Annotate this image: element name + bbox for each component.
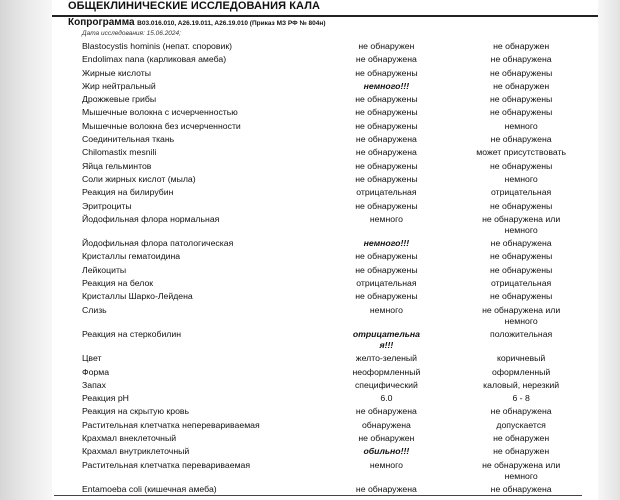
column-gap: [429, 329, 454, 340]
result-value-cont: я!!!: [379, 339, 394, 350]
column-gap: [429, 174, 454, 185]
parameter-name: Жир нейтральный: [82, 80, 156, 91]
result-value: не обнаружены: [355, 251, 418, 262]
result-value: не обнаружены: [355, 264, 418, 275]
reference-value: не обнаружены: [489, 94, 553, 105]
reference-value: не обнаружены: [489, 251, 553, 262]
result-value-abnormal: отрицательна: [352, 328, 420, 339]
result-value: отрицательная: [356, 187, 417, 198]
parameter-name: Реакция на билирубин: [82, 187, 174, 198]
reference-value-cont: немного: [504, 224, 538, 235]
result-value: отрицательная: [356, 278, 417, 289]
result-row: [82, 147, 588, 158]
parameter-name: Запах: [82, 379, 106, 390]
column-gap: [429, 121, 454, 132]
reference-value: отрицательная: [490, 187, 552, 198]
parameter-name: Кристаллы Шарко-Лейдена: [82, 291, 193, 302]
section-title: ОБЩЕКЛИНИЧЕСКИЕ ИССЛЕДОВАНИЯ КАЛА: [68, 0, 321, 12]
parameter-name: Кристаллы гематоидина: [82, 251, 181, 262]
parameter-name: Реакция на стеркобилин: [82, 328, 182, 339]
result-row: [82, 278, 588, 289]
column-gap: [429, 393, 454, 404]
reference-value: не обнаружен: [493, 446, 550, 457]
reference-value: не обнаружены: [489, 160, 553, 171]
analysis-date: Дата исследования: 15.06.2024;: [82, 30, 181, 37]
result-row: [82, 121, 588, 132]
reference-value: положительная: [490, 328, 553, 339]
reference-value: не обнаружена: [490, 483, 552, 494]
parameter-name: Эритроциты: [82, 200, 132, 211]
result-row: [82, 187, 588, 198]
result-value: не обнаружены: [355, 200, 418, 211]
result-row: [82, 380, 588, 391]
result-value: обнаружена: [361, 419, 411, 430]
column-gap: [429, 305, 454, 316]
parameter-name: Растительная клетчатка перевариваемая: [82, 459, 251, 470]
result-value: немного: [369, 304, 403, 315]
result-row: [82, 460, 588, 482]
column-gap: [429, 161, 454, 172]
scan-right-edge: [598, 0, 620, 500]
result-row: [82, 94, 588, 105]
analysis-heading: [68, 17, 325, 28]
reference-value: каловый, нерезкий: [483, 379, 560, 390]
parameter-name: Крахмал внутриклеточный: [82, 446, 190, 457]
column-gap: [429, 446, 454, 457]
column-gap: [429, 225, 454, 236]
result-value: не обнаружены: [355, 160, 418, 171]
reference-value-cont: немного: [504, 315, 538, 326]
column-gap: [429, 291, 454, 302]
result-value: желто-зеленый: [355, 353, 418, 364]
result-value: не обнаружена: [355, 483, 417, 494]
result-value: не обнаружены: [355, 173, 418, 184]
parameter-name: Chilomastix mesnili: [82, 147, 157, 158]
column-gap: [429, 107, 454, 118]
reference-value: оформленный: [492, 366, 551, 377]
result-row: [82, 214, 588, 236]
column-gap: [429, 94, 454, 105]
parameter-name-cont: [82, 225, 343, 236]
column-gap: [429, 68, 454, 79]
reference-value: коричневый: [496, 353, 546, 364]
reference-value: не обнаружены: [489, 264, 553, 275]
result-row: [82, 446, 588, 457]
parameter-name: Растительная клетчатка неперевариваемая: [82, 419, 260, 430]
result-row: [82, 54, 588, 65]
reference-value: не обнаружены: [489, 291, 553, 302]
column-gap: [429, 41, 454, 52]
column-gap: [429, 134, 454, 145]
parameter-name: Реакция pH: [82, 393, 129, 404]
result-value: не обнаружены: [355, 67, 418, 78]
reference-value: не обнаружена или: [482, 459, 561, 470]
result-row: [82, 238, 588, 249]
result-row: [82, 251, 588, 262]
reference-value: не обнаружен: [493, 41, 550, 51]
result-row: [82, 161, 588, 172]
column-gap: [429, 353, 454, 364]
result-row: [82, 305, 588, 327]
result-row: [82, 81, 588, 92]
column-gap: [429, 433, 454, 444]
reference-value-cont: немного: [504, 470, 538, 481]
reference-value: не обнаружена: [490, 134, 552, 145]
column-gap: [429, 340, 454, 351]
column-gap: [429, 460, 454, 471]
column-gap: [429, 147, 454, 158]
result-row: [82, 406, 588, 417]
column-gap: [429, 420, 454, 431]
parameter-name-cont: [82, 340, 343, 351]
parameter-name: Blastocystis hominis (непат. споровик): [82, 41, 233, 51]
parameter-name: Йодофильная флора патологическая: [82, 238, 234, 249]
parameter-name: Entamoeba coli (кишечная амеба): [82, 483, 217, 494]
analysis-codes: B03.016.010, A26.19.011, A26.19.010 (Приказ МЗ РФ № 804н): [137, 20, 326, 27]
parameter-name: Реакция на белок: [82, 278, 154, 289]
result-row: [82, 353, 588, 364]
result-row: [82, 433, 588, 444]
result-row: [82, 329, 588, 351]
result-value-abnormal: немного!!!: [363, 80, 410, 91]
result-value-cont: [343, 316, 429, 327]
reference-value: допускается: [496, 419, 546, 430]
reference-value-cont: [454, 340, 588, 351]
column-gap: [429, 380, 454, 391]
column-gap: [429, 367, 454, 378]
result-value: неоформленный: [352, 366, 421, 377]
result-row: [82, 484, 588, 495]
reference-value: немного: [504, 173, 538, 184]
result-value: не обнаружены: [355, 120, 418, 131]
parameter-name-cont: [82, 316, 343, 327]
parameter-name: Форма: [82, 366, 110, 377]
bottom-divider: [54, 495, 582, 496]
result-value-cont: [343, 471, 429, 482]
result-row: [82, 107, 588, 118]
result-value-abnormal: обильно!!!: [363, 446, 410, 457]
result-row: [82, 174, 588, 185]
column-gap: [429, 251, 454, 262]
result-row: [82, 367, 588, 378]
parameter-name: Соединительная ткань: [82, 134, 175, 145]
column-gap: [429, 54, 454, 65]
result-row: [82, 420, 588, 431]
result-value: немного: [369, 213, 403, 224]
column-gap: [429, 484, 454, 495]
column-gap: [429, 278, 454, 289]
parameter-name: Соли жирных кислот (мыла): [82, 173, 196, 184]
result-row: [82, 41, 588, 52]
reference-value: не обнаружена или: [482, 304, 561, 315]
result-value: не обнаружена: [355, 147, 417, 158]
reference-value: может присутствовать: [476, 147, 566, 158]
parameter-name: Цвет: [82, 353, 102, 364]
column-gap: [429, 81, 454, 92]
reference-value: не обнаружена: [490, 54, 552, 65]
parameter-name: Жирные кислоты: [82, 67, 152, 78]
result-value: не обнаружены: [355, 291, 418, 302]
reference-value: не обнаружена: [490, 406, 552, 417]
result-value: не обнаружена: [355, 134, 417, 145]
result-value: не обнаружена: [355, 54, 417, 65]
reference-value: 6 - 8: [512, 393, 530, 404]
column-gap: [429, 187, 454, 198]
parameter-name: Мышечные волокна без исчерченности: [82, 120, 241, 131]
parameter-name: Слизь: [82, 304, 107, 315]
scan-left-edge: [0, 0, 52, 500]
parameter-name: Дрожжевые грибы: [82, 94, 157, 105]
column-gap: [429, 406, 454, 417]
column-gap: [429, 201, 454, 212]
column-gap: [429, 214, 454, 225]
reference-value: немного: [504, 120, 538, 131]
result-value: не обнаружены: [355, 94, 418, 105]
result-row: [82, 291, 588, 302]
result-value: не обнаружены: [355, 107, 418, 118]
parameter-name: Мышечные волокна с исчерченностью: [82, 107, 238, 118]
result-value: 6.0: [380, 393, 393, 404]
result-value: не обнаружен: [358, 433, 415, 444]
reference-value: не обнаружен: [493, 80, 550, 91]
reference-value: не обнаружена: [490, 238, 552, 249]
column-gap: [429, 238, 454, 249]
parameter-name: Йодофильная флора нормальная: [82, 213, 220, 224]
reference-value: отрицательная: [490, 278, 552, 289]
reference-value: не обнаружены: [489, 107, 553, 118]
parameter-name: Яйца гельминтов: [82, 160, 152, 171]
reference-value: не обнаружен: [493, 433, 550, 444]
result-row: [82, 68, 588, 79]
parameter-name: Реакция на скрытую кровь: [82, 406, 190, 417]
reference-value: не обнаружены: [489, 67, 553, 78]
result-row: [82, 393, 588, 404]
result-row: [82, 201, 588, 212]
parameter-name-cont: [82, 471, 343, 482]
result-row: [82, 265, 588, 276]
parameter-name: Крахмал внеклеточный: [82, 433, 177, 444]
result-value: немного: [369, 459, 403, 470]
result-value-abnormal: немного!!!: [363, 238, 410, 249]
result-value: не обнаружена: [355, 406, 417, 417]
reference-value: не обнаружена или: [482, 213, 561, 224]
result-value: не обнаружен: [358, 41, 415, 51]
column-gap: [429, 265, 454, 276]
parameter-name: Endolimax nana (карликовая амеба): [82, 54, 227, 65]
column-gap: [429, 471, 454, 482]
analysis-name: Копрограмма: [68, 17, 135, 28]
parameter-name: Лейкоциты: [82, 264, 127, 275]
result-value-cont: [343, 225, 429, 236]
result-row: [82, 134, 588, 145]
results-table: [82, 41, 588, 497]
column-gap: [429, 316, 454, 327]
reference-value: не обнаружены: [489, 200, 553, 211]
result-value: специфический: [354, 379, 418, 390]
